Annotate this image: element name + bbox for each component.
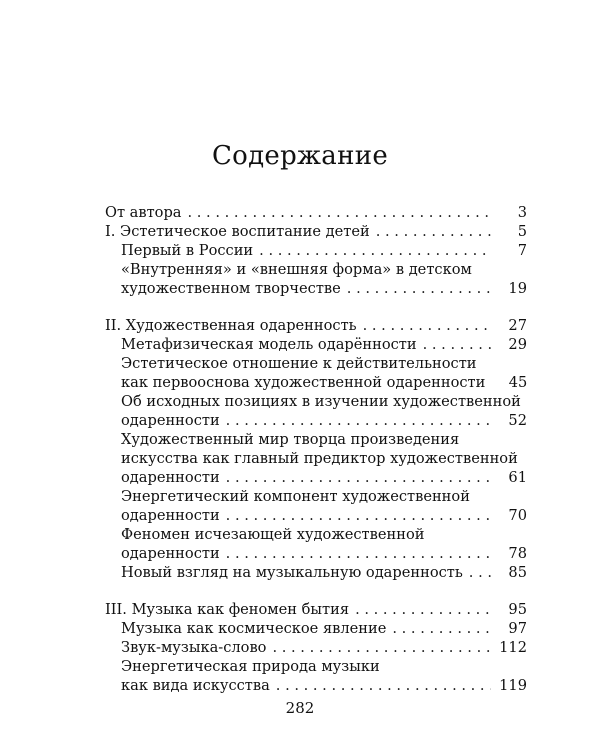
toc-entry-text: одаренности xyxy=(121,545,220,562)
toc-entry-text: одаренности xyxy=(121,507,220,524)
dot-leader xyxy=(226,506,491,525)
dot-leader xyxy=(392,619,491,638)
toc-entry-s2-1[interactable] xyxy=(105,335,527,354)
toc-page-number: 29 xyxy=(508,336,527,353)
toc-page-number: 27 xyxy=(508,317,527,334)
toc-entry-text: Метафизическая модель одарённости xyxy=(121,336,417,353)
toc-entry-s3-3-line1[interactable] xyxy=(105,657,527,676)
toc-entry-text: Эстетическое отношение к действительности xyxy=(121,355,477,372)
dot-leader xyxy=(423,335,491,354)
toc-entry-text: Первый в России xyxy=(121,242,254,259)
toc-section-1[interactable] xyxy=(105,222,527,241)
toc-entry-s2-4-line1[interactable] xyxy=(105,430,527,449)
toc-page-number: 61 xyxy=(508,469,527,486)
toc-entry-text: Музыка как космическое явление xyxy=(121,620,387,637)
toc-entry-text: одаренности xyxy=(121,469,220,486)
toc-entry-s2-2-line2[interactable] xyxy=(105,373,527,392)
toc-entry-text: искусства как главный предиктор художественной xyxy=(121,450,518,467)
toc-section-2[interactable] xyxy=(105,316,527,335)
toc-entry-text: как вида искусства xyxy=(121,677,270,694)
toc-entry-text: как первооснова художественной одаренности xyxy=(121,374,486,391)
toc-page-number: 3 xyxy=(517,204,527,221)
toc-page-number: 85 xyxy=(508,564,527,581)
toc-entry-s2-6-line1[interactable] xyxy=(105,525,527,544)
dot-leader xyxy=(226,411,491,430)
toc-entry-text: Энергетический компонент художественной xyxy=(121,488,470,505)
toc-entry-text: «Внутренняя» и «внешняя форма» в детском xyxy=(121,261,472,278)
toc-page-number: 7 xyxy=(517,242,527,259)
toc-entry-s1-2-line2[interactable] xyxy=(105,279,527,298)
dot-leader xyxy=(226,544,491,563)
toc-section-3[interactable] xyxy=(105,600,527,619)
toc-entry-s2-7[interactable] xyxy=(105,563,527,582)
toc-entry-s2-5-line1[interactable] xyxy=(105,487,527,506)
table-of-contents xyxy=(105,203,527,695)
toc-entry-s2-3-line2[interactable] xyxy=(105,411,527,430)
toc-entry-intro[interactable] xyxy=(105,203,527,222)
dot-leader xyxy=(376,222,491,241)
toc-page-number: 112 xyxy=(499,639,527,656)
toc-entry-text: художественном творчестве xyxy=(121,280,341,297)
toc-entry-s1-1[interactable] xyxy=(105,241,527,260)
toc-entry-text: Художественный мир творца произведения xyxy=(121,431,460,448)
toc-entry-s3-3-line2[interactable] xyxy=(105,676,527,695)
toc-page-number: 97 xyxy=(508,620,527,637)
toc-entry-s2-3-line1[interactable] xyxy=(105,392,527,411)
toc-entry-s3-2[interactable] xyxy=(105,638,527,657)
toc-entry-text: II. Художественная одаренность xyxy=(105,317,357,334)
toc-entry-s1-2-line1[interactable] xyxy=(105,260,527,279)
page-title: Содержание xyxy=(211,141,389,171)
dot-leader xyxy=(363,316,491,335)
dot-leader xyxy=(276,676,491,695)
toc-entry-text: Новый взгляд на музыкальную одаренность xyxy=(121,564,463,581)
dot-leader xyxy=(188,203,492,222)
toc-entry-text: От автора xyxy=(105,204,182,221)
dot-leader xyxy=(355,600,491,619)
toc-page-number: 78 xyxy=(508,545,527,562)
dot-leader xyxy=(469,563,491,582)
toc-entry-text: Энергетическая природа музыки xyxy=(121,658,380,675)
toc-entry-text: Феномен исчезающей художественной xyxy=(121,526,425,543)
dot-leader xyxy=(226,468,491,487)
toc-entry-text: III. Музыка как феномен бытия xyxy=(105,601,350,618)
toc-page-number: 70 xyxy=(508,507,527,524)
toc-entry-s2-2-line1[interactable] xyxy=(105,354,527,373)
dot-leader xyxy=(259,241,491,260)
dot-leader xyxy=(347,279,491,298)
toc-entry-s2-4-line2[interactable] xyxy=(105,449,527,468)
toc-entry-s3-1[interactable] xyxy=(105,619,527,638)
toc-entry-text: I. Эстетическое воспитание детей xyxy=(105,223,370,240)
toc-entry-s2-4-line3[interactable] xyxy=(105,468,527,487)
toc-entry-text: одаренности xyxy=(121,412,220,429)
page-number: 282 xyxy=(285,699,315,717)
toc-page-number: 95 xyxy=(508,601,527,618)
toc-entry-text: Об исходных позициях в изучении художественной xyxy=(121,393,521,410)
toc-page-number: 119 xyxy=(499,677,527,694)
toc-entry-s2-5-line2[interactable] xyxy=(105,506,527,525)
section-gap xyxy=(105,298,527,316)
toc-page-number: 45 xyxy=(508,374,528,391)
section-gap xyxy=(105,582,527,600)
toc-page-number: 52 xyxy=(508,412,527,429)
toc-entry-text: Звук-музыка-слово xyxy=(121,639,267,656)
toc-page-number: 19 xyxy=(508,280,527,297)
toc-entry-s2-6-line2[interactable] xyxy=(105,544,527,563)
dot-leader xyxy=(272,638,491,657)
toc-page-number: 5 xyxy=(517,223,527,240)
